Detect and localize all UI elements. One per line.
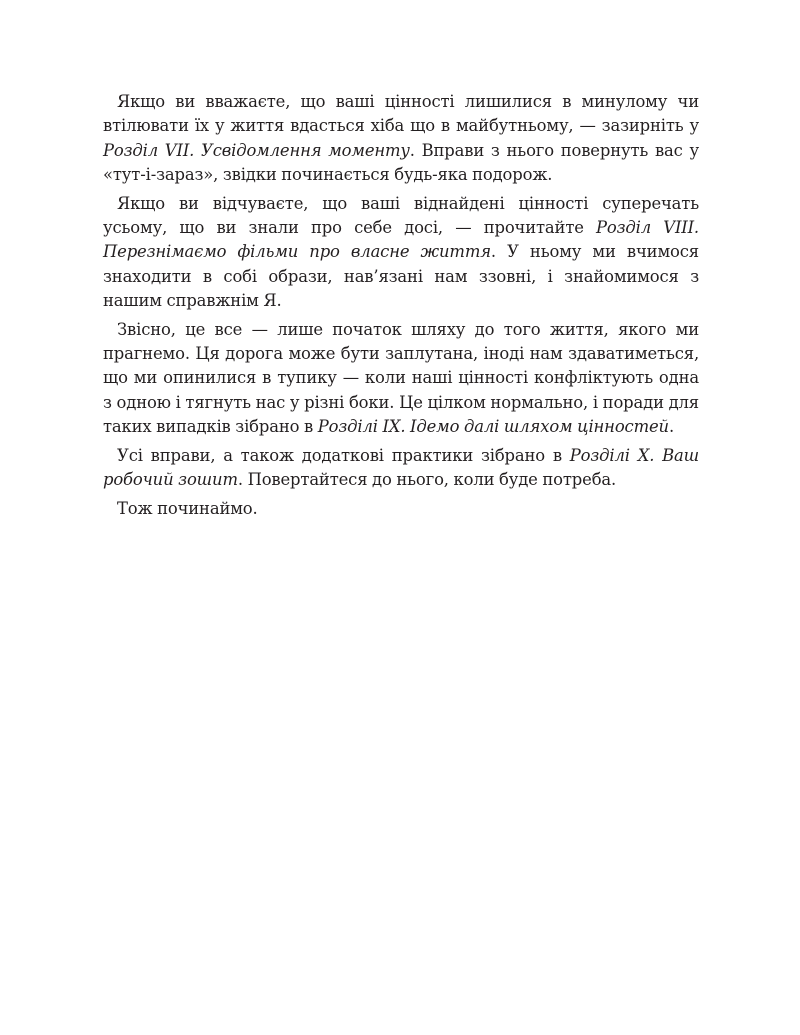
text-run: Звісно, це все — лише початок шляху до того життя, якого ми прагнемо. Ця дорога може бути заплутана, іноді нам здаватиметься, що ми опинилися в тупику — коли наші цінності конфліктують одна з одною і тягнуть нас у різні боки. Це цілком нормально, і поради для таких випадків зібрано в [103, 319, 699, 437]
paragraph-closing [103, 497, 699, 521]
paragraph-chapter-9 [103, 318, 699, 440]
paragraph-chapter-8 [103, 192, 699, 314]
chapter-reference-10: Розділі X. Ваш робочий зошит [103, 445, 699, 490]
text-run: Усі вправи, а також додаткові практики зібрано в [117, 445, 570, 465]
chapter-reference-7: Розділ VII. Усвідомлення моменту [103, 140, 410, 160]
text-run: . У ньому ми вчимося знаходити в собі образи, нав’язані нам ззовні, і знайомимося з нашим справжнім Я. [103, 242, 699, 311]
chapter-reference-8: Розділ VIII. Перезнімаємо фільми про власне життя [103, 218, 699, 262]
text-run: Якщо ви вважаєте, що ваші цінності лишилися в минулому чи втілювати їх у життя вдасться хіба що в майбутньому, — зазирніть у [103, 92, 699, 136]
text-run: . Вправи з нього повернуть вас у «тут-і-зараз», звідки починається будь-яка подорож. [103, 140, 699, 185]
book-page-body [103, 90, 699, 525]
text-run: Тож починаймо. [117, 498, 258, 518]
text-run: Якщо ви відчуваєте, що ваші віднайдені цінності суперечать усьому, що ви знали про себе досі, — прочитайте [103, 193, 699, 238]
paragraph-chapter-10 [103, 444, 699, 493]
paragraph-chapter-7 [103, 90, 699, 188]
text-run: . [668, 417, 674, 437]
text-run: . Повертайтеся до нього, коли буде потреба. [237, 470, 617, 490]
chapter-reference-9: Розділі IX. Ідемо далі шляхом цінностей [317, 417, 669, 437]
